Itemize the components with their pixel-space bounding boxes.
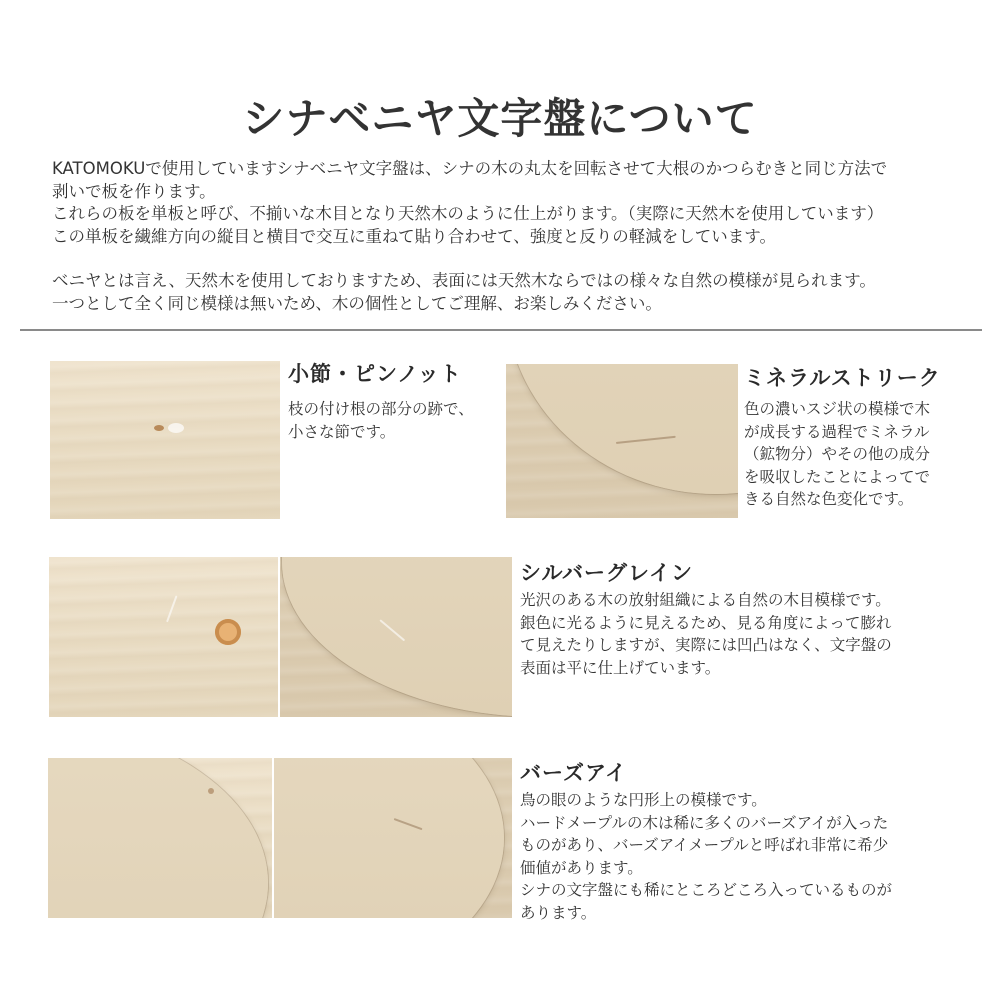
- desc-line: あります。: [520, 903, 597, 922]
- intro-line: これらの板を単板と呼び、不揃いな木目となり天然木のように仕上がります。（実際に天然木を使用しています）: [52, 204, 884, 223]
- dial-disk: [506, 364, 738, 494]
- heading-birds-eye: バーズアイ: [520, 761, 628, 785]
- desc-line: を吸収したことによってで: [744, 467, 931, 486]
- intro-line: 一つとして全く同じ模様は無いため、木の個性としてご理解、お楽しみください。: [52, 293, 662, 313]
- heading-pin-knot: 小節・ピンノット: [288, 362, 462, 386]
- desc-line: 色の濃いスジ状の模様で木: [744, 400, 931, 418]
- desc-birds-eye: [520, 789, 960, 924]
- wood-photo-birds-eye-left: [48, 758, 272, 918]
- desc-line: 価値があります。: [520, 858, 643, 877]
- desc-line: 鳥の眼のような円形上の模様です。: [520, 791, 767, 809]
- dial-disk: [282, 557, 512, 717]
- wood-photo-mineral-streak: [506, 364, 738, 518]
- desc-line: ハードメープルの木は稀に多くのバーズアイが入った: [520, 813, 889, 832]
- drilled-hole: [215, 619, 241, 645]
- birds-eye-mark: [208, 788, 214, 794]
- wood-photo-pin-knot: [50, 361, 280, 519]
- dial-disk: [274, 758, 504, 918]
- pin-knot-mark: [154, 425, 164, 431]
- silver-grain-mark: [166, 595, 177, 622]
- pin-knot-highlight: [168, 423, 184, 433]
- intro-text: [52, 158, 972, 315]
- desc-silver-grain: [520, 589, 960, 679]
- section-divider: [20, 329, 982, 331]
- desc-line: 表面は平に仕上げています。: [520, 658, 721, 677]
- wood-photo-silver-grain-dial: [280, 557, 512, 717]
- heading-mineral-streak: ミネラルストリーク: [744, 366, 941, 390]
- wood-photo-silver-grain-hole: [49, 557, 278, 717]
- heading-silver-grain: シルバーグレイン: [520, 561, 693, 585]
- dial-disk: [48, 758, 268, 918]
- desc-line: て見えたりしますが、実際には凹凸はなく、文字盤の: [520, 636, 892, 654]
- desc-line: シナの文字盤にも稀にところどころ入っているものが: [520, 881, 893, 899]
- intro-line: KATOMOKUで使用していますシナベニヤ文字盤は、シナの木の丸太を回転させて大根のかつらむきと同じ方法で: [52, 159, 888, 178]
- intro-line: この単板を繊維方向の縦目と横目で交互に重ねて貼り合わせて、強度と反りの軽減をしています。: [52, 226, 776, 246]
- desc-line: 枝の付け根の部分の跡で、: [288, 400, 474, 418]
- desc-pin-knot: [288, 398, 508, 443]
- desc-line: 光沢のある木の放射組織による自然の木目模様です。: [520, 591, 891, 609]
- intro-line: ベニヤとは言え、天然木を使用しておりますため、表面には天然木ならではの様々な自然の模様が見られます。: [52, 271, 876, 290]
- page-title: シナベニヤ文字盤について: [242, 94, 758, 143]
- desc-line: （鉱物分）やその他の成分: [744, 445, 931, 463]
- intro-line: 剥いで板を作ります。: [52, 181, 216, 201]
- desc-line: が成長する過程でミネラル: [744, 422, 930, 441]
- desc-line: ものがあり、バーズアイメープルと呼ばれ非常に希少: [520, 836, 889, 854]
- desc-line: 小さな節です。: [288, 422, 396, 441]
- wood-photo-birds-eye-right: [274, 758, 512, 918]
- desc-mineral-streak: [744, 398, 974, 511]
- desc-line: きる自然な色変化です。: [744, 490, 914, 508]
- desc-line: 銀色に光るように見えるため、見る角度によって膨れ: [520, 613, 892, 632]
